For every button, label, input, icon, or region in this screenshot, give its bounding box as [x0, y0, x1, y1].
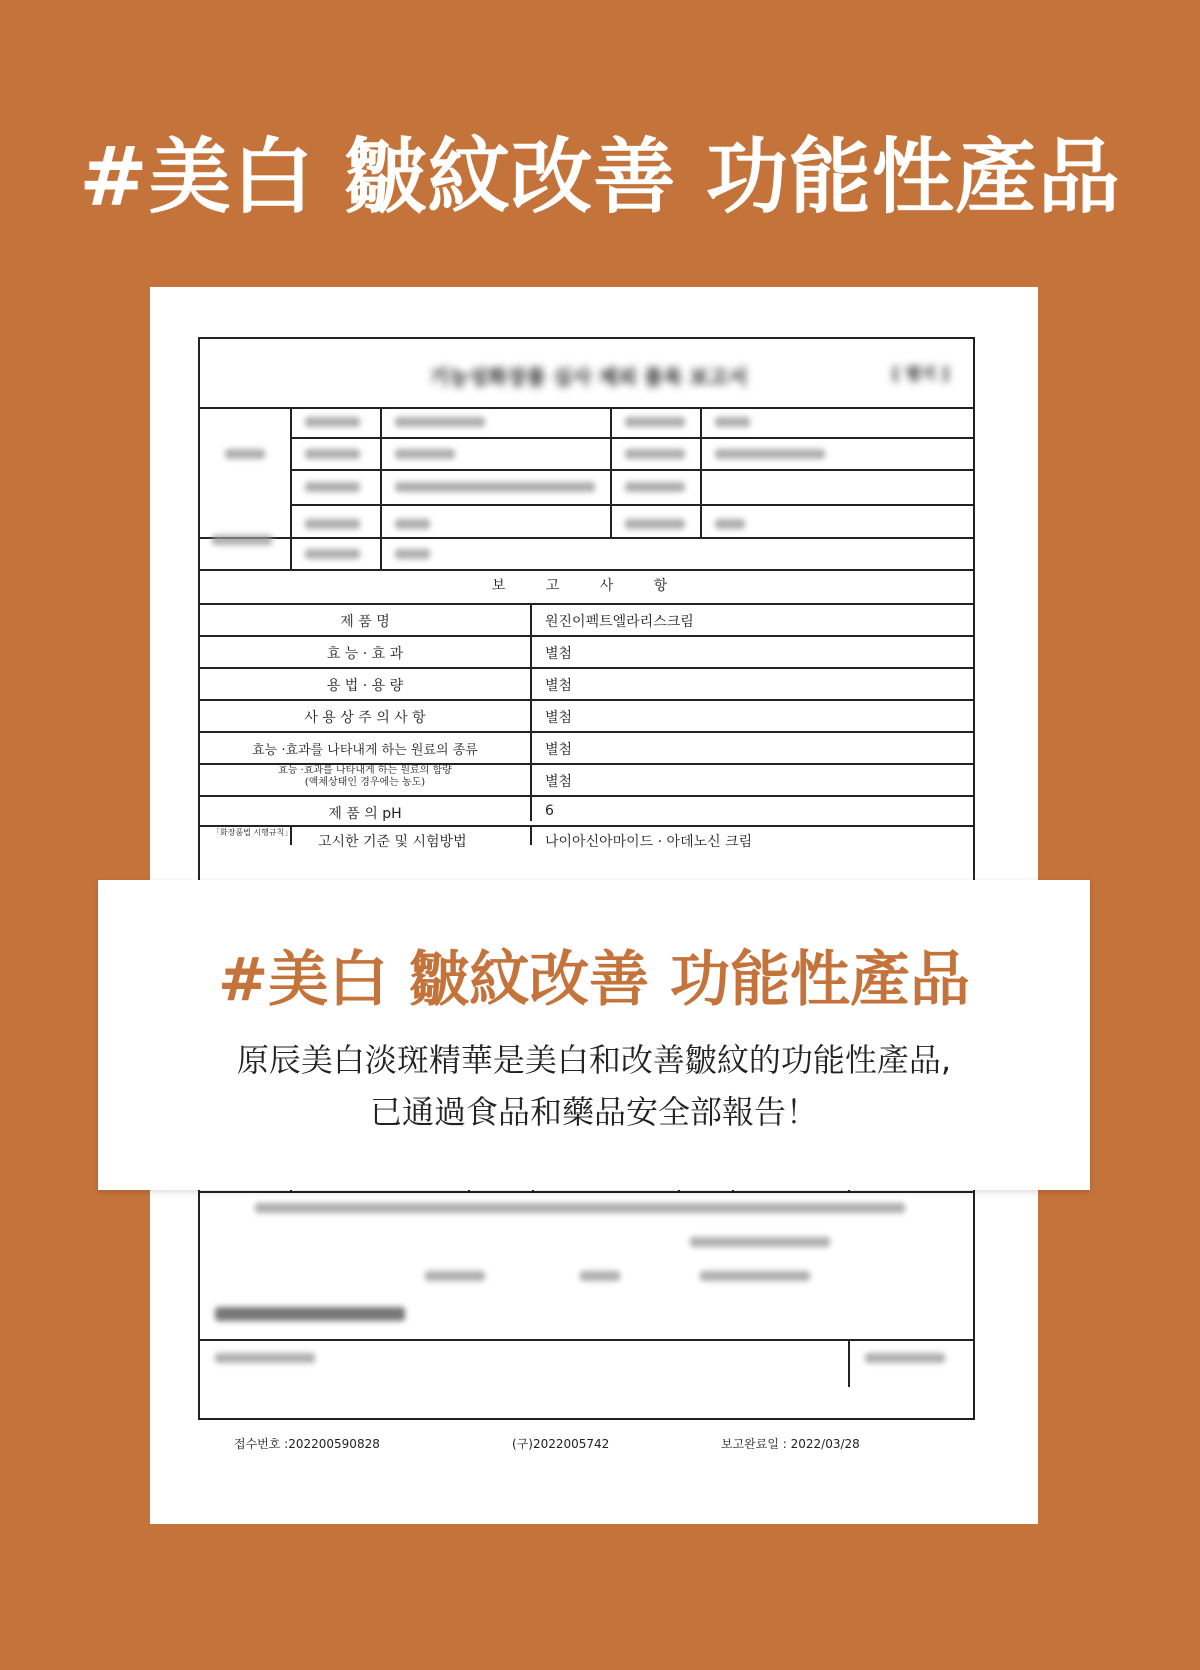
row-value-usage: 별첨	[545, 678, 573, 694]
info-banner	[98, 880, 1090, 1190]
partial-row-value: 나이아신아마이드 · 아데노신 크림	[545, 834, 753, 850]
document-title: 기능성화장품 심사 제외 품목 보고서	[429, 365, 748, 389]
row-label-product: 제 품 명	[340, 614, 390, 630]
completion-date: 보고완료일 : 2022/03/28	[721, 1437, 860, 1451]
partial-row-tag: 「화장품법 시행규칙」	[212, 828, 293, 837]
partial-row-label: 고시한 기준 및 시험방법	[318, 834, 467, 850]
document-tag: [ 별지 ]	[892, 364, 949, 383]
section-header: 보 고 사 항	[491, 578, 686, 594]
row-label-ingredient-amount: 효능 ·효과를 나타내게 하는 원료의 함량 (액체상태인 경우에는 농도)	[278, 765, 452, 788]
row-value-ph: 6	[545, 803, 554, 819]
row-value-efficacy: 별첨	[545, 646, 573, 662]
old-number: (구)2022005742	[512, 1437, 610, 1451]
row-label-efficacy: 효 능 · 효 과	[326, 646, 404, 662]
receipt-number: 접수번호 :202200590828	[234, 1437, 380, 1451]
banner-line-2: 已通過食品和藥品安全部報告！	[369, 1093, 818, 1131]
row-label-caution: 사 용 상 주 의 사 항	[304, 710, 426, 726]
row-label-ph: 제 품 의 pH	[328, 806, 402, 822]
headline: #美白 皺紋改善 功能性產品	[79, 130, 1121, 225]
row-label-ingredient-type: 효능 ·효과를 나타내게 하는 원료의 종류	[252, 743, 478, 758]
banner-line-1: 原辰美白淡斑精華是美白和改善皺紋的功能性產品,	[236, 1041, 952, 1079]
row-label-usage: 용 법 · 용 량	[326, 678, 404, 694]
banner-title: #美白 皺紋改善 功能性產品	[217, 945, 971, 1015]
row-value-ingredient-type: 별첨	[545, 742, 573, 758]
row-value-caution: 별첨	[545, 710, 573, 726]
row-value-product: 원진이펙트엘라리스크림	[545, 614, 694, 630]
report-frame	[198, 337, 975, 1420]
row-value-ingredient-amount: 별첨	[545, 774, 573, 790]
